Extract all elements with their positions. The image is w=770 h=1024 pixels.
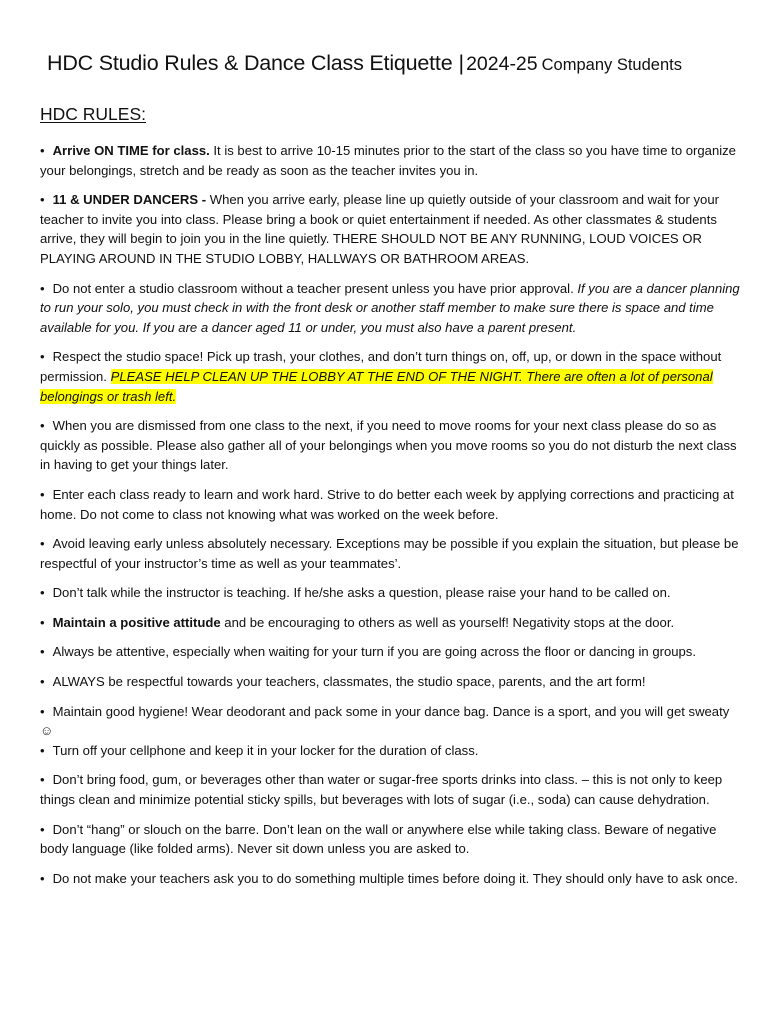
rule-text: Turn off your cellphone and keep it in your locker for the duration of class. xyxy=(52,742,479,758)
title-year: 2024-25 xyxy=(466,53,538,75)
rule-item xyxy=(40,613,746,633)
bullet-icon: • xyxy=(40,703,45,719)
rule-item xyxy=(40,869,746,889)
bullet-icon: • xyxy=(40,280,45,296)
bullet-icon: • xyxy=(40,644,45,660)
rule-item xyxy=(40,741,746,761)
rule-text: Do not enter a studio classroom without a teacher present unless you have prior approval. xyxy=(52,280,578,296)
rule-text: Maintain good hygiene! Wear deodorant and pack some in your dance bag. Dance is a sport, and you will get sweaty ☺ xyxy=(40,703,730,739)
rule-item xyxy=(40,583,746,603)
rule-item xyxy=(40,485,746,524)
rule-highlight: PLEASE HELP CLEAN UP THE LOBBY AT THE END OF THE NIGHT. There are often a lot of personal belongings or trash left. xyxy=(40,368,713,404)
bullet-icon: • xyxy=(40,870,45,886)
bullet-icon: • xyxy=(40,742,45,758)
rule-text: Enter each class ready to learn and work hard. Strive to do better each week by applying corrections and practicing at home. Do not come to class not knowing what was worked on the week before. xyxy=(40,486,734,522)
rule-text: and be encouraging to others as well as yourself! Negativity stops at the door. xyxy=(220,614,675,630)
rules-list xyxy=(40,141,746,898)
bullet-icon: • xyxy=(40,192,45,208)
bullet-icon: • xyxy=(40,349,45,365)
rule-item xyxy=(40,820,746,859)
rule-text: Avoid leaving early unless absolutely necessary. Exceptions may be possible if you explain the situation, but please be respectful of your instructor’s time as well as your teammates’. xyxy=(40,536,739,571)
rule-text: Always be attentive, especially when waiting for your turn if you are going across the floor or dancing in groups. xyxy=(52,644,696,660)
rule-item xyxy=(40,770,746,809)
rule-item xyxy=(40,534,746,573)
title-separator: | xyxy=(458,51,465,75)
bullet-icon: • xyxy=(40,772,45,788)
bullet-icon: • xyxy=(40,821,45,837)
rule-text: When you are dismissed from one class to the next, if you need to move rooms for your next class please do so as quickly as possible. Please also gather all of your belongings when you move rooms so you do not disturb the next class in having to get your things later. xyxy=(40,418,737,473)
bullet-icon: • xyxy=(40,585,45,601)
bullet-icon: • xyxy=(40,143,45,158)
page-title xyxy=(47,51,682,76)
rule-item xyxy=(40,347,746,406)
rule-text: ALWAYS be respectful towards your teachers, classmates, the studio space, parents, and the art form! xyxy=(52,674,646,690)
rule-item xyxy=(40,279,746,338)
rule-bold: Arrive ON TIME for class. xyxy=(52,143,210,158)
rule-text: It is best to arrive 10-15 minutes prior to the start of the class so you have time to organize your belongings, stretch and be ready as soon as the teacher invites you in. xyxy=(40,143,736,178)
rule-item xyxy=(40,672,746,692)
rule-text: Do not make your teachers ask you to do something multiple times before doing it. They should only have to ask once. xyxy=(52,870,738,886)
rule-item xyxy=(40,642,746,662)
bullet-icon: • xyxy=(40,674,45,690)
rule-item xyxy=(40,190,746,268)
bullet-icon: • xyxy=(40,486,45,502)
bullet-icon: • xyxy=(40,614,45,630)
rule-text: Respect the studio space! Pick up trash, your clothes, and don’t turn things on, off, up, or down in the space without permission. xyxy=(40,349,722,384)
rule-text: Don’t talk while the instructor is teaching. If he/she asks a question, please raise your hand to be called on. xyxy=(52,585,671,601)
rule-bold: Maintain a positive attitude xyxy=(52,614,221,630)
bullet-icon: • xyxy=(40,418,45,434)
rule-item xyxy=(40,702,746,741)
rule-italic: If you are a dancer planning to run your solo, you must check in with the front desk or another staff member to make sure there is space and time available for you. If you are a dancer aged 11 or under, you must also have a parent present. xyxy=(40,280,740,335)
rule-item xyxy=(40,141,746,180)
rule-text: When you arrive early, please line up quietly outside of your classroom and wait for your teacher to invite you into class. Please bring a book or quiet entertainment if needed. As other classmates & students arrive, they will begin to join you in the line quietly. THERE SHOULD NOT BE ANY RUNNING, LOUD VOICES OR PLAYING AROUND IN THE STUDIO LOBBY, HALLWAYS OR BATHROOM AREAS. xyxy=(40,192,719,266)
rule-item xyxy=(40,416,746,475)
rule-text: Don’t “hang” or slouch on the barre. Don’t lean on the wall or anywhere else while taking class. Beware of negative body language (like folded arms). Never sit down unless you are asked to. xyxy=(40,821,717,857)
bullet-icon: • xyxy=(40,536,45,552)
section-heading: HDC RULES: xyxy=(40,104,146,124)
rule-text: Don’t bring food, gum, or beverages other than water or sugar-free sports drinks into class. – this is not only to keep things clean and minimize potential sticky spills, but beverages with lots of sugar (i.e., soda) can cause dehydration. xyxy=(40,772,723,808)
title-audience: Company Students xyxy=(541,56,682,74)
title-text: HDC Studio Rules & Dance Class Etiquette xyxy=(47,51,453,75)
rule-bold: 11 & UNDER DANCERS - xyxy=(52,192,207,208)
